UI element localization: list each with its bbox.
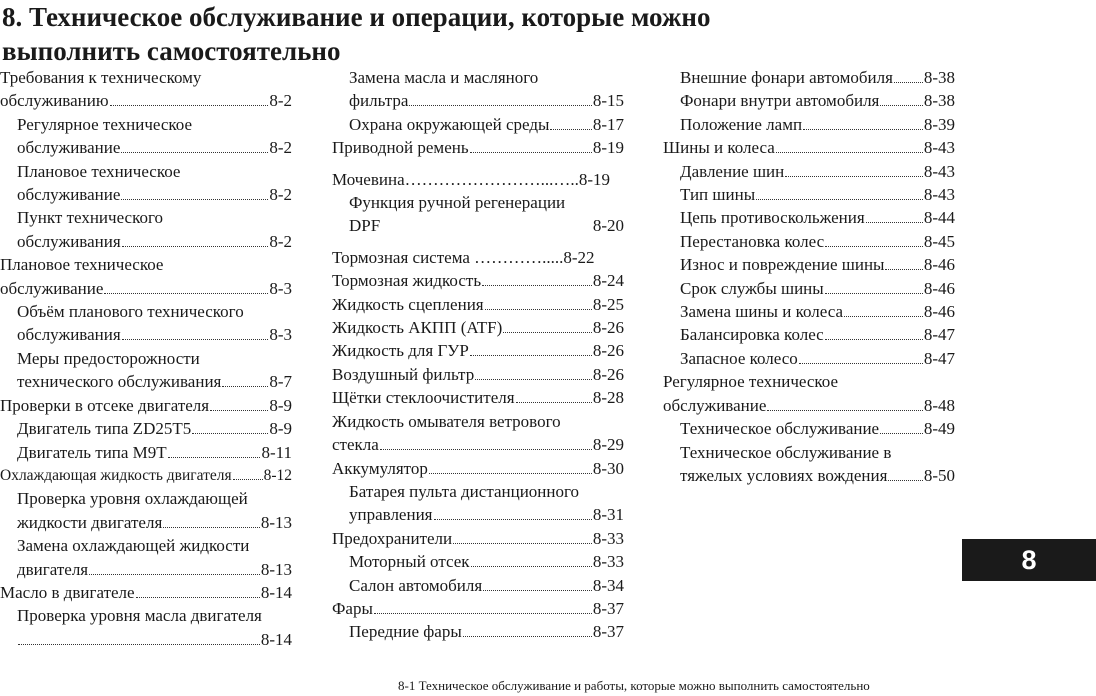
dot-leader	[470, 152, 592, 153]
toc-entry-title: Жидкость АКПП (ATF)	[332, 318, 503, 338]
toc-entry-last-line	[17, 230, 292, 253]
dot-leader	[888, 480, 922, 481]
toc-entry-last-line	[332, 339, 624, 362]
toc-entry-title: Меры предосторожности	[17, 348, 200, 368]
toc-entry-title: обслуживания	[17, 231, 121, 251]
toc-page-number: 8-17	[592, 114, 624, 134]
toc-page-number: 8-37	[592, 622, 624, 642]
toc-entry-title: Замена охлаждающей жидкости	[17, 536, 250, 556]
toc-entry-last-line	[0, 581, 292, 604]
toc-entry	[332, 66, 624, 113]
toc-entry-title: Пункт технического	[17, 208, 164, 228]
toc-page-number: 8-43	[923, 161, 955, 181]
toc-entry-title: обслуживание	[17, 138, 121, 158]
toc-entry	[663, 370, 955, 417]
page-title-line-1: 8. Техническое обслуживание и операции, которые можно	[2, 2, 711, 32]
toc-entry-last-line	[17, 136, 292, 159]
toc-entry-title: управления	[349, 505, 433, 525]
dot-leader	[374, 613, 592, 614]
toc-entry	[332, 480, 624, 527]
toc-entry-title: жидкости двигателя	[17, 512, 163, 532]
toc-entry-title: фильтра	[349, 91, 409, 111]
toc-entry-title: Приводной ремень	[332, 138, 469, 158]
dot-leader	[121, 152, 268, 153]
toc-page-number: 8-7	[269, 372, 292, 392]
toc-entry-last-line	[0, 277, 292, 300]
toc-page-number: 8-45	[923, 231, 955, 251]
toc-entry-last-line	[17, 558, 292, 581]
toc-entry-last-line	[0, 394, 292, 417]
toc-entry-last-line	[0, 464, 292, 487]
toc-entry-last-line	[680, 89, 955, 112]
dot-leader	[880, 105, 922, 106]
toc-entry-last-line	[332, 457, 624, 480]
toc-entry-last-line	[332, 136, 624, 159]
toc-entry-last-line	[332, 363, 624, 386]
toc-entry-last-line	[17, 441, 292, 464]
toc-entry	[663, 417, 955, 440]
toc-entry-last-line	[17, 323, 292, 346]
toc-entry-last-line	[349, 550, 624, 573]
toc-page-number: 8-34	[592, 575, 624, 595]
dot-leader	[471, 566, 592, 567]
footer-text: Техническое обслуживание и работы, которые можно выполнить самостоятельно	[418, 678, 870, 693]
toc-entry	[663, 66, 955, 89]
toc-entry-title: Охрана окружающей среды	[349, 114, 550, 134]
toc-entry	[0, 464, 292, 487]
toc-entry-title: Жидкость для ГУР	[332, 341, 469, 361]
dot-leader	[503, 332, 592, 333]
dot-leader	[168, 457, 261, 458]
toc-entry	[332, 457, 624, 480]
toc-page-number: 8-50	[923, 465, 955, 485]
toc-entry-last-line	[17, 183, 292, 206]
toc-entry	[0, 113, 292, 160]
toc-page-number: 8-19	[592, 138, 624, 158]
dot-leader	[192, 433, 268, 434]
dot-leader	[122, 339, 269, 340]
toc-page-number: 8-44	[923, 208, 955, 228]
toc-entry-title: Положение ламп	[680, 114, 803, 134]
toc-entry	[663, 113, 955, 136]
toc-entry	[332, 620, 624, 643]
toc-entry-title: Мочевина……………………...…..8-19	[332, 169, 611, 189]
toc-page-number: 8-30	[592, 458, 624, 478]
toc-page-number: 8-33	[592, 528, 624, 548]
toc-entry	[0, 160, 292, 207]
footer-page-number: 8-1	[398, 678, 416, 693]
toc-entry-last-line	[680, 206, 955, 229]
toc-entry	[663, 160, 955, 183]
toc-entry-title: Аккумулятор	[332, 458, 428, 478]
toc-entry-last-line	[349, 620, 624, 643]
toc-entry-last-line	[17, 417, 292, 440]
toc-entry-title: Фары	[332, 598, 373, 618]
toc-page-number: 8-2	[269, 231, 292, 251]
toc-entry-last-line	[332, 433, 624, 456]
toc-entry	[332, 113, 624, 136]
toc-entry-title: обслуживание	[17, 185, 121, 205]
toc-entry-title: Объём планового технического	[17, 302, 244, 322]
toc-page-number: 8-46	[923, 278, 955, 298]
toc-entry-title: Фонари внутри автомобиля	[680, 91, 880, 111]
toc-entry-last-line	[17, 370, 292, 393]
toc-entry-title: Двигатель типа M9T	[17, 442, 167, 462]
toc-page-number: 8-26	[592, 364, 624, 384]
toc-entry-last-line	[0, 89, 292, 112]
toc-page-number: 8-2	[269, 185, 292, 205]
toc-page-number: 8-43	[923, 138, 955, 158]
toc-entry-last-line	[332, 597, 624, 620]
toc-page-number: 8-49	[923, 419, 955, 439]
toc-page-number: 8-26	[592, 341, 624, 361]
toc-entry-last-line	[332, 316, 624, 339]
toc-page-number: 8-9	[269, 419, 292, 439]
dot-leader	[516, 402, 592, 403]
toc-entry-title: Тормозная жидкость	[332, 271, 482, 291]
toc-entry	[332, 246, 624, 269]
dot-leader	[550, 129, 591, 130]
toc-entry	[0, 487, 292, 534]
toc-entry-title: Давление шин	[680, 161, 785, 181]
chapter-tab: 8	[962, 539, 1096, 581]
toc-entry	[332, 293, 624, 316]
dot-leader	[463, 636, 592, 637]
toc-entry	[663, 441, 955, 488]
dot-leader	[825, 339, 923, 340]
dot-leader	[825, 293, 923, 294]
dot-leader	[785, 176, 923, 177]
page-footer	[398, 678, 870, 694]
toc-entry	[0, 581, 292, 604]
dot-leader	[470, 355, 592, 356]
toc-entry-title: Жидкость омывателя ветрового	[332, 411, 561, 431]
toc-entry-title: Щётки стеклоочистителя	[332, 388, 515, 408]
toc-page-number: 8-9	[269, 395, 292, 415]
toc-page-number: 8-46	[923, 255, 955, 275]
dot-leader	[380, 449, 592, 450]
toc-entry-title: Шины и колеса	[663, 138, 775, 158]
dot-leader	[122, 246, 269, 247]
dot-leader	[767, 410, 922, 411]
toc-column-1	[0, 66, 292, 651]
toc-page-number: 8-12	[263, 466, 292, 484]
dot-leader	[844, 316, 923, 317]
toc-page-number: 8-15	[592, 91, 624, 111]
toc-entry-last-line	[680, 417, 955, 440]
toc-entry	[0, 604, 292, 651]
toc-entry-title: Регулярное техническое	[17, 114, 193, 134]
toc-entry	[663, 253, 955, 276]
toc-entry-last-line	[332, 293, 624, 316]
toc-entry-title: технического обслуживания	[17, 372, 222, 392]
toc-entry-title: Требования к техническому	[0, 68, 202, 87]
toc-entry-last-line	[680, 464, 955, 487]
toc-entry-last-line	[349, 214, 624, 237]
toc-page-number: 8-29	[592, 435, 624, 455]
toc-entry-title: Предохранители	[332, 528, 453, 548]
toc-entry-title: Воздушный фильтр	[332, 364, 475, 384]
toc-entry-last-line	[680, 230, 955, 253]
toc-entry	[0, 300, 292, 347]
toc-entry-title: Замена шины и колеса	[680, 302, 843, 322]
toc-entry	[332, 550, 624, 573]
toc-page-number: 8-28	[592, 388, 624, 408]
toc-entry-last-line	[680, 323, 955, 346]
toc-entry-title: Балансировка колес	[680, 325, 824, 345]
toc-entry-last-line	[680, 277, 955, 300]
dot-leader	[799, 363, 923, 364]
toc-entry-title: обслуживание	[0, 278, 104, 298]
dot-leader	[475, 379, 592, 380]
toc-entry-last-line	[17, 628, 292, 651]
toc-entry	[332, 363, 624, 386]
toc-entry-title: Двигатель типа ZD25T5	[17, 419, 192, 439]
toc-page-number: 8-25	[592, 294, 624, 314]
toc-entry-title: Передние фары	[349, 622, 462, 642]
toc-entry	[0, 534, 292, 581]
toc-page-number: 8-47	[923, 348, 955, 368]
dot-leader	[776, 152, 923, 153]
dot-leader	[894, 82, 923, 83]
toc-entry-last-line	[349, 89, 624, 112]
toc-entry-last-line	[663, 394, 955, 417]
dot-leader	[110, 105, 269, 106]
toc-entry-title: Регулярное техническое	[663, 372, 839, 392]
dot-leader	[885, 269, 922, 270]
toc-page-number: 8-43	[923, 185, 955, 205]
toc-page-number: 8-37	[592, 598, 624, 618]
dot-leader	[825, 246, 923, 247]
toc-entry-title: Тип шины	[680, 185, 756, 205]
toc-entry-last-line	[349, 503, 624, 526]
toc-entry-title: стекла	[332, 435, 379, 455]
dot-leader	[18, 644, 260, 645]
toc-entry-title: обслуживание	[663, 395, 767, 415]
toc-page-number: 8-26	[592, 318, 624, 338]
dot-leader	[429, 473, 592, 474]
dot-leader	[222, 386, 268, 387]
toc-entry-last-line	[663, 136, 955, 159]
dot-leader	[409, 105, 591, 106]
toc-entry-title: Замена масла и масляного	[349, 68, 539, 87]
dot-leader	[453, 543, 592, 544]
toc-page-number: 8-3	[269, 278, 292, 298]
toc-page-number: 8-39	[923, 114, 955, 134]
toc-page-number: 8-33	[592, 552, 624, 572]
toc-entry-last-line	[680, 66, 955, 89]
toc-page-number: 8-2	[269, 138, 292, 158]
toc-entry	[332, 339, 624, 362]
toc-entry-title: Салон автомобиля	[349, 575, 483, 595]
toc-entry-title: Проверка уровня масла двигателя	[17, 606, 262, 626]
dot-leader	[485, 309, 592, 310]
toc-entry-last-line	[349, 574, 624, 597]
toc-entry-title: Техническое обслуживание	[680, 419, 880, 439]
toc-entry-last-line	[17, 511, 292, 534]
toc-entry-title: Жидкость сцепления	[332, 294, 484, 314]
dot-leader	[163, 527, 260, 528]
toc-entry-last-line	[680, 183, 955, 206]
toc-entry-title: Перестановка колес	[680, 231, 825, 251]
toc-entry	[663, 183, 955, 206]
toc-entry	[332, 316, 624, 339]
toc-page-number: 8-38	[923, 91, 955, 111]
toc-page-number: 8-48	[923, 395, 955, 415]
toc-entry-last-line	[332, 386, 624, 409]
toc-entry	[0, 347, 292, 394]
toc-page-number: 8-47	[923, 325, 955, 345]
dot-leader	[434, 519, 592, 520]
toc-entry-title: Срок службы шины	[680, 278, 824, 298]
dot-leader	[121, 199, 268, 200]
toc-entry	[663, 136, 955, 159]
dot-leader	[482, 285, 592, 286]
toc-entry-title: Внешние фонари автомобиля	[680, 68, 893, 87]
dot-leader	[880, 433, 923, 434]
toc-entry	[0, 253, 292, 300]
toc-entry	[663, 89, 955, 112]
toc-entry-last-line	[680, 113, 955, 136]
dot-leader	[89, 574, 260, 575]
toc-page-number: 8-13	[260, 512, 292, 532]
toc-column-3	[663, 66, 955, 487]
toc-column-2	[332, 66, 624, 644]
page-title-line-2: выполнить самостоятельно	[2, 36, 341, 66]
page-title	[2, 0, 710, 68]
toc-entry-title: Износ и повреждение шины	[680, 255, 885, 275]
toc-entry	[663, 230, 955, 253]
toc-page-number: 8-31	[592, 505, 624, 525]
toc-entry	[332, 136, 624, 159]
toc-entry	[332, 527, 624, 550]
dot-leader	[756, 199, 923, 200]
toc-entry-title: обслуживания	[17, 325, 121, 345]
toc-entry	[663, 277, 955, 300]
toc-page-number: 8-38	[923, 68, 955, 87]
toc-entry	[663, 323, 955, 346]
toc-entry-title: обслуживанию	[0, 91, 109, 111]
toc-entry	[332, 168, 624, 191]
toc-entry	[0, 206, 292, 253]
toc-entry	[332, 269, 624, 292]
dot-leader	[233, 479, 263, 480]
toc-entry	[332, 386, 624, 409]
toc-entry-title: Плановое техническое	[0, 255, 164, 275]
toc-page-number: 8-14	[260, 582, 292, 602]
dot-leader	[803, 129, 923, 130]
toc-entry-title: Батарея пульта дистанционного	[349, 481, 580, 501]
toc-entry-title: тяжелых условиях вождения	[680, 465, 888, 485]
toc-entry	[0, 441, 292, 464]
toc-entry-last-line	[680, 300, 955, 323]
toc-entry-title: Масло в двигателе	[0, 582, 135, 602]
toc-entry-title: Функция ручной регенерации	[349, 193, 566, 213]
toc-entry	[332, 191, 624, 238]
toc-entry	[332, 597, 624, 620]
toc-entry	[663, 300, 955, 323]
toc-page-number: 8-46	[923, 302, 955, 322]
toc-entry-last-line	[349, 113, 624, 136]
toc-entry-last-line	[680, 347, 955, 370]
toc-entry-title: Техническое обслуживание в	[680, 442, 892, 462]
toc-entry-title: Охлаждающая жидкость двигателя	[0, 466, 232, 484]
toc-entry	[332, 574, 624, 597]
toc-entry	[663, 206, 955, 229]
toc-page-number: 8-20	[592, 216, 624, 236]
toc-entry-title: Проверки в отсеке двигателя	[0, 395, 210, 415]
toc-entry	[663, 347, 955, 370]
toc-entry-last-line	[332, 527, 624, 550]
toc-page-number: 8-24	[592, 271, 624, 291]
toc-entry-title: Моторный отсек	[349, 552, 470, 572]
toc-page-number: 8-13	[260, 559, 292, 579]
dot-leader	[210, 410, 268, 411]
toc-entry	[0, 417, 292, 440]
toc-entry-title: Проверка уровня охлаждающей	[17, 489, 248, 509]
toc-entry-title: Запасное колесо	[680, 348, 798, 368]
dot-leader	[483, 590, 592, 591]
toc-entry-title: DPF	[349, 216, 381, 236]
toc-entry-title: Тормозная система ………….....8-22	[332, 247, 595, 267]
toc-page-number: 8-2	[269, 91, 292, 111]
toc-entry-last-line	[680, 160, 955, 183]
toc-entry-last-line	[332, 269, 624, 292]
toc-entry	[0, 66, 292, 113]
toc-entry-last-line	[680, 253, 955, 276]
toc-entry	[0, 394, 292, 417]
toc-page-number: 8-3	[269, 325, 292, 345]
toc-entry-title: Плановое техническое	[17, 161, 181, 181]
dot-leader	[136, 597, 260, 598]
dot-leader	[104, 293, 268, 294]
toc-entry-title: Цепь противоскольжения	[680, 208, 865, 228]
toc-page-number: 8-11	[261, 442, 292, 462]
toc-entry	[332, 410, 624, 457]
toc-entry-title: двигателя	[17, 559, 89, 579]
toc-page-number: 8-14	[260, 629, 292, 649]
dot-leader	[866, 222, 923, 223]
